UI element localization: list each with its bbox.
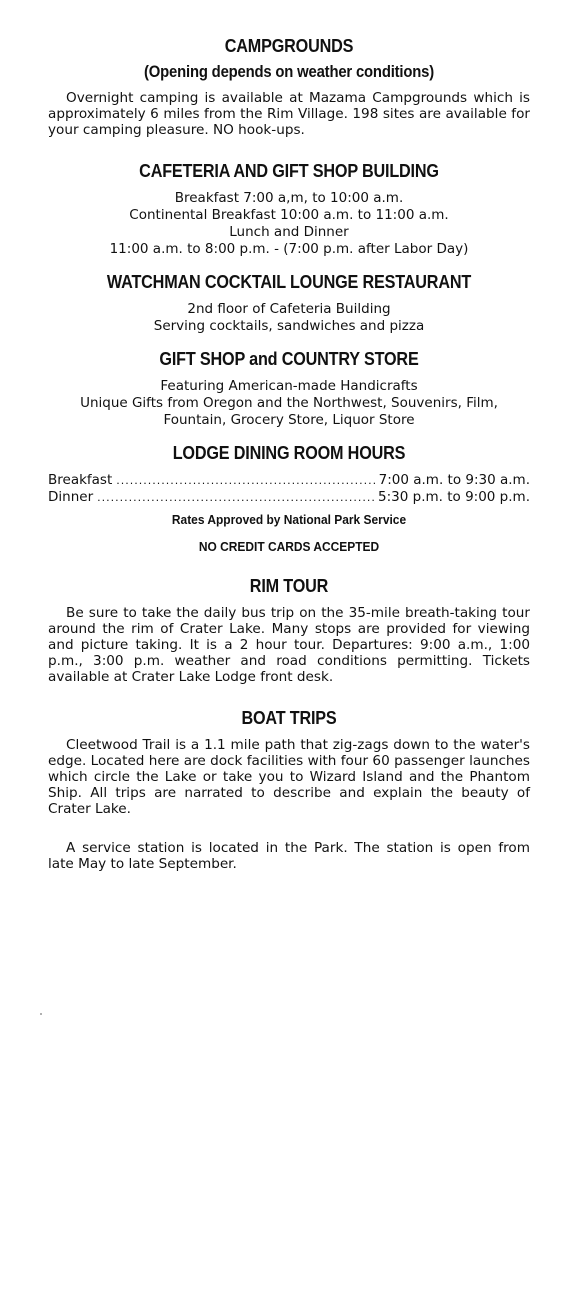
credit-card-note: NO CREDIT CARDS ACCEPTED <box>198 538 380 554</box>
rates-note: Rates Approved by National Park Service <box>171 511 407 527</box>
giftshop-heading: GIFT SHOP and COUNTRY STORE <box>159 348 419 369</box>
giftshop-line: Unique Gifts from Oregon and the Northwest, Souvenirs, Film, <box>80 394 498 411</box>
dining-row-breakfast <box>48 472 530 489</box>
rim-tour-heading: RIM TOUR <box>249 575 329 596</box>
cafeteria-line: 11:00 a.m. to 8:00 p.m. - (7:00 p.m. after Labor Day) <box>109 240 469 257</box>
giftshop-line: Fountain, Grocery Store, Liquor Store <box>163 411 415 428</box>
lounge-line: 2nd floor of Cafeteria Building <box>187 300 391 317</box>
dining-hours-table <box>48 472 530 506</box>
cafeteria-heading: CAFETERIA AND GIFT SHOP BUILDING <box>139 160 439 181</box>
cafeteria-hours <box>48 190 530 258</box>
dot-leader <box>97 489 374 506</box>
cafeteria-line: Lunch and Dinner <box>229 223 349 240</box>
dining-row-label: Dinner <box>48 488 94 505</box>
dining-row-hours: 5:30 p.m. to 9:00 p.m. <box>378 488 530 505</box>
dining-row-hours: 7:00 a.m. to 9:30 a.m. <box>378 471 530 488</box>
paper-speck <box>40 1013 42 1015</box>
rim-tour-text: Be sure to take the daily bus trip on the 35-mile breath-taking tour around the rim of Crater Lake. Many stops are provided for viewing and picture taking. It is a 2 hour tour. Departures: 9:00 a.m., 1:00 p.m., 3:00 p.m. weather and road conditions permitting. Tickets available at Crater Lake Lodge front desk. <box>48 604 530 686</box>
dot-leader <box>116 472 374 489</box>
lounge-info <box>48 301 530 335</box>
boat-trips-heading: BOAT TRIPS <box>241 707 337 728</box>
giftshop-info <box>48 378 530 429</box>
dining-heading: LODGE DINING ROOM HOURS <box>172 442 406 463</box>
giftshop-line: Featuring American-made Handicrafts <box>160 377 418 394</box>
campgrounds-subheading: (Opening depends on weather conditions) <box>144 63 434 81</box>
campgrounds-heading: CAMPGROUNDS <box>224 36 354 56</box>
lounge-line: Serving cocktails, sandwiches and pizza <box>153 317 425 334</box>
boat-trips-text: Cleetwood Trail is a 1.1 mile path that zig-zags down to the water's edge. Located here are dock facilities with four 60 passenger launches which circle the Lake or take you to Wizard Island and the Phantom Ship. All trips are narrated to describe and explain the beauty of Crater Lake. <box>48 736 530 818</box>
cafeteria-line: Breakfast 7:00 a,m, to 10:00 a.m. <box>174 189 404 206</box>
dining-row-label: Breakfast <box>48 471 113 488</box>
campgrounds-text: Overnight camping is available at Mazama Campgrounds which is approximately 6 miles from the Rim Village. 198 sites are available for your camping pleasure. NO hook-ups. <box>48 90 530 139</box>
lounge-heading: WATCHMAN COCKTAIL LOUNGE RESTAURANT <box>106 271 472 292</box>
cafeteria-line: Continental Breakfast 10:00 a.m. to 11:00 a.m. <box>129 206 449 223</box>
dining-row-dinner <box>48 489 530 506</box>
service-station-text: A service station is located in the Park. The station is open from late May to late September. <box>48 839 530 872</box>
